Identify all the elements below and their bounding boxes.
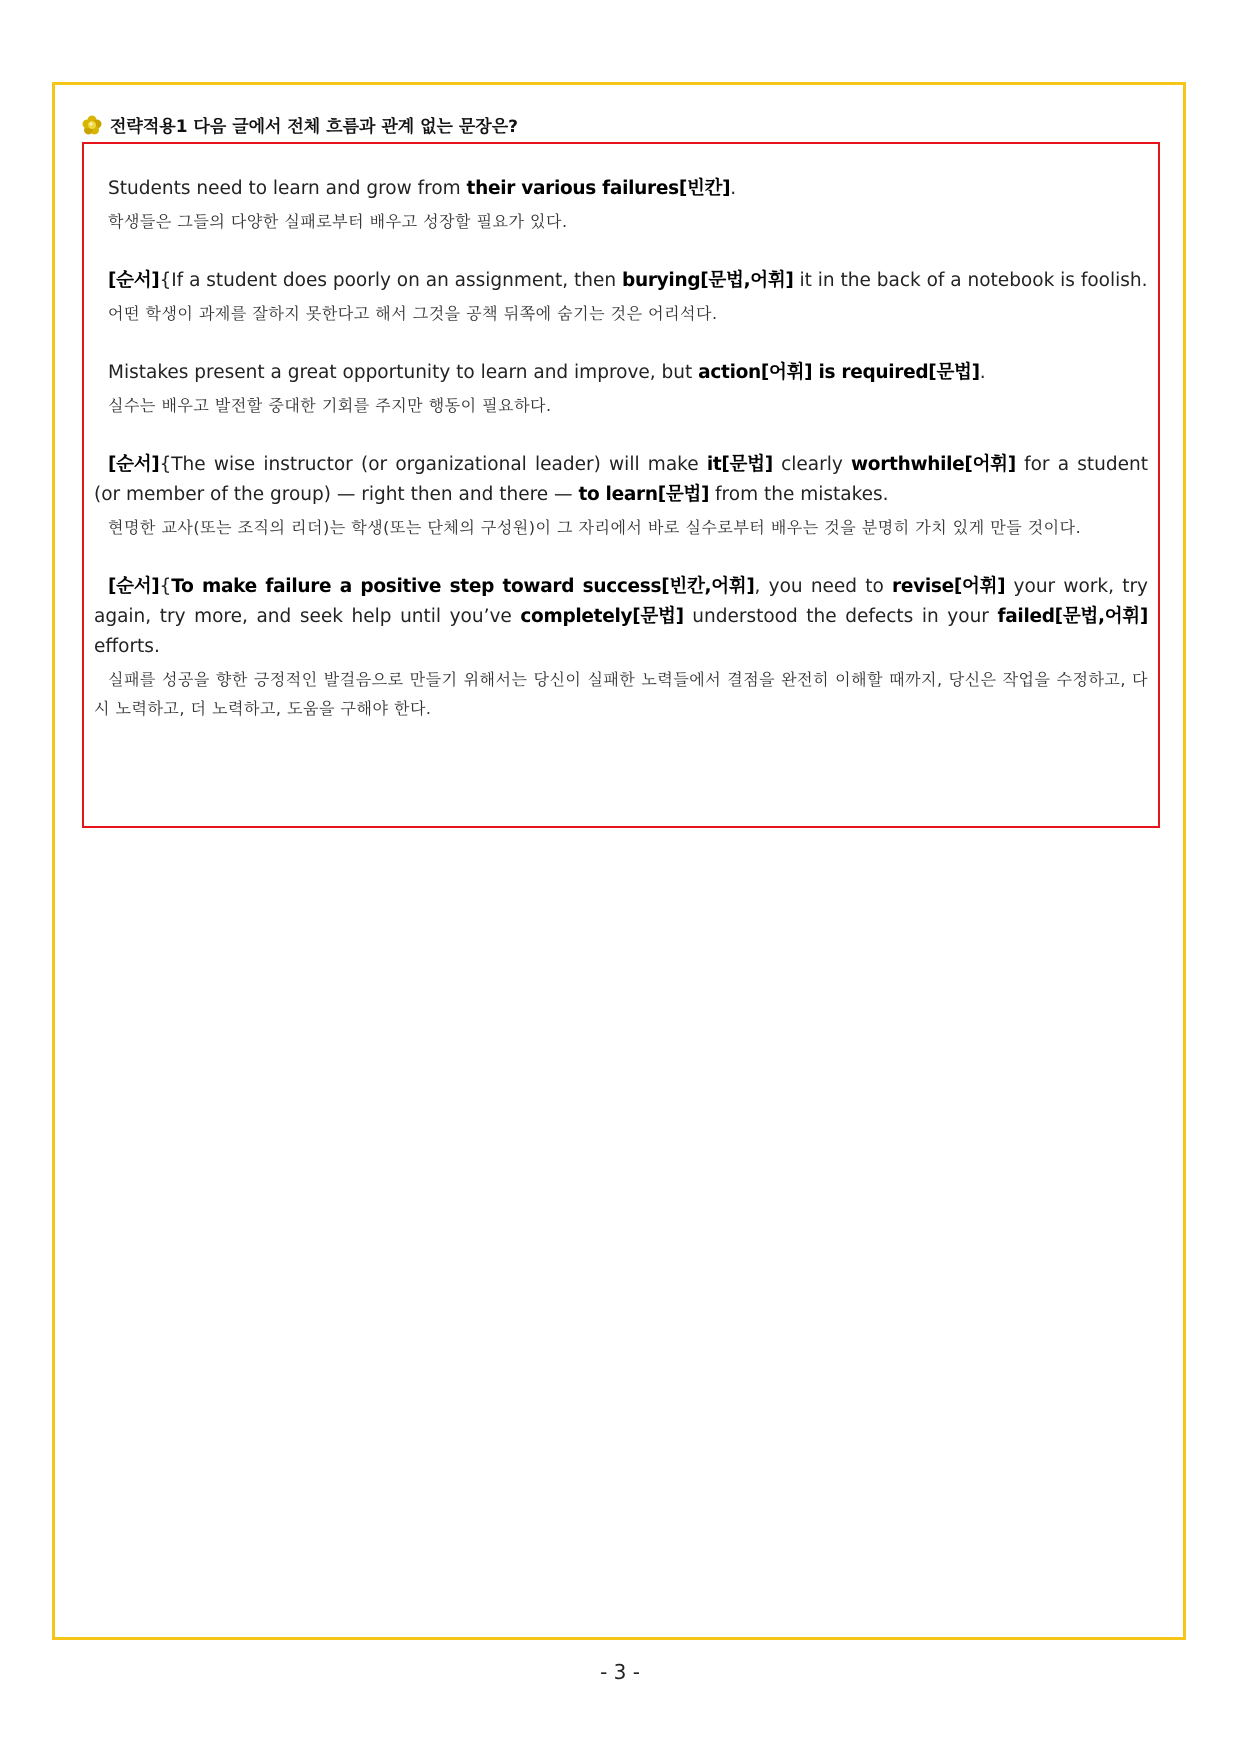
sentence-2 xyxy=(94,266,1148,328)
highlighted-phrase: failed[문법,어휘] xyxy=(997,606,1148,627)
english-sentence xyxy=(94,174,1148,204)
korean-translation: 실패를 성공을 향한 긍정적인 발걸음으로 만들기 위해서는 당신이 실패한 노력들에서 결점을 완전히 이해할 때까지, 당신은 작업을 수정하고, 다시 노력하고, 더 노력하고, 도움을 구해야 한다. xyxy=(94,670,1148,718)
highlighted-phrase: their various failures[빈칸] xyxy=(466,178,731,199)
sentence-text: understood the defects in your xyxy=(683,606,998,627)
highlighted-phrase: revise[어휘] xyxy=(892,576,1006,597)
question-header xyxy=(82,112,518,137)
english-sentence xyxy=(94,358,1148,388)
sentence-5 xyxy=(94,572,1148,723)
highlighted-phrase: to learn[문법] xyxy=(578,484,710,505)
highlighted-phrase: completely[문법] xyxy=(520,606,684,627)
highlighted-phrase: To make failure a positive step toward success[빈칸,어휘] xyxy=(171,576,755,597)
sentence-3 xyxy=(94,358,1148,420)
highlighted-phrase: it[문법] xyxy=(706,454,773,475)
sentence-text: your work, try again, try more, and seek help until you’ve xyxy=(94,576,1149,627)
sentence-text: efforts. xyxy=(94,636,160,657)
sentence-text: Mistakes present a great opportunity to learn and improve, but xyxy=(108,362,699,383)
sentence-text: . xyxy=(979,362,986,383)
english-sentence xyxy=(94,266,1148,296)
sentence-1 xyxy=(94,174,1148,236)
sentence-text: {The wise instructor (or organizational leader) will make xyxy=(159,454,707,475)
korean-translation: 어떤 학생이 과제를 잘하지 못한다고 해서 그것을 공책 뒤쪽에 숨기는 것은 어리석다. xyxy=(108,304,718,323)
highlighted-phrase: burying[문법,어휘] xyxy=(622,270,794,291)
sentence-text: . xyxy=(730,178,737,199)
flower-icon xyxy=(82,115,102,135)
question-title: 전략적용1 다음 글에서 전체 흐름과 관계 없는 문장은? xyxy=(110,117,518,137)
page-number: - 3 - xyxy=(600,1660,640,1684)
sentence-text: from the mistakes. xyxy=(709,484,889,505)
passage-box xyxy=(82,142,1160,828)
english-sentence xyxy=(94,450,1148,510)
sentence-text: it in the back of a notebook is foolish. xyxy=(793,270,1148,291)
sentence-text: for a student (or member of the group) — right then and there — xyxy=(94,454,1149,505)
highlighted-phrase: [순서] xyxy=(108,270,160,291)
highlighted-phrase: worthwhile[어휘] xyxy=(851,454,1016,475)
sentence-4 xyxy=(94,450,1148,542)
korean-translation: 학생들은 그들의 다양한 실패로부터 배우고 성장할 필요가 있다. xyxy=(108,212,568,231)
highlighted-phrase: [순서] xyxy=(108,576,160,597)
english-sentence xyxy=(94,572,1148,662)
sentence-text: { xyxy=(159,576,172,597)
korean-translation: 현명한 교사(또는 조직의 리더)는 학생(또는 단체의 구성원)이 그 자리에서 바로 실수로부터 배우는 것을 분명히 가치 있게 만들 것이다. xyxy=(108,518,1082,537)
sentence-text: Students need to learn and grow from xyxy=(108,178,467,199)
sentence-text: clearly xyxy=(772,454,851,475)
highlighted-phrase: [순서] xyxy=(108,454,160,475)
sentence-text: , you need to xyxy=(754,576,893,597)
highlighted-phrase: action[어휘] is required[문법] xyxy=(698,362,980,383)
korean-translation: 실수는 배우고 발전할 중대한 기회를 주지만 행동이 필요하다. xyxy=(108,396,552,415)
sentence-text: {If a student does poorly on an assignment, then xyxy=(159,270,623,291)
